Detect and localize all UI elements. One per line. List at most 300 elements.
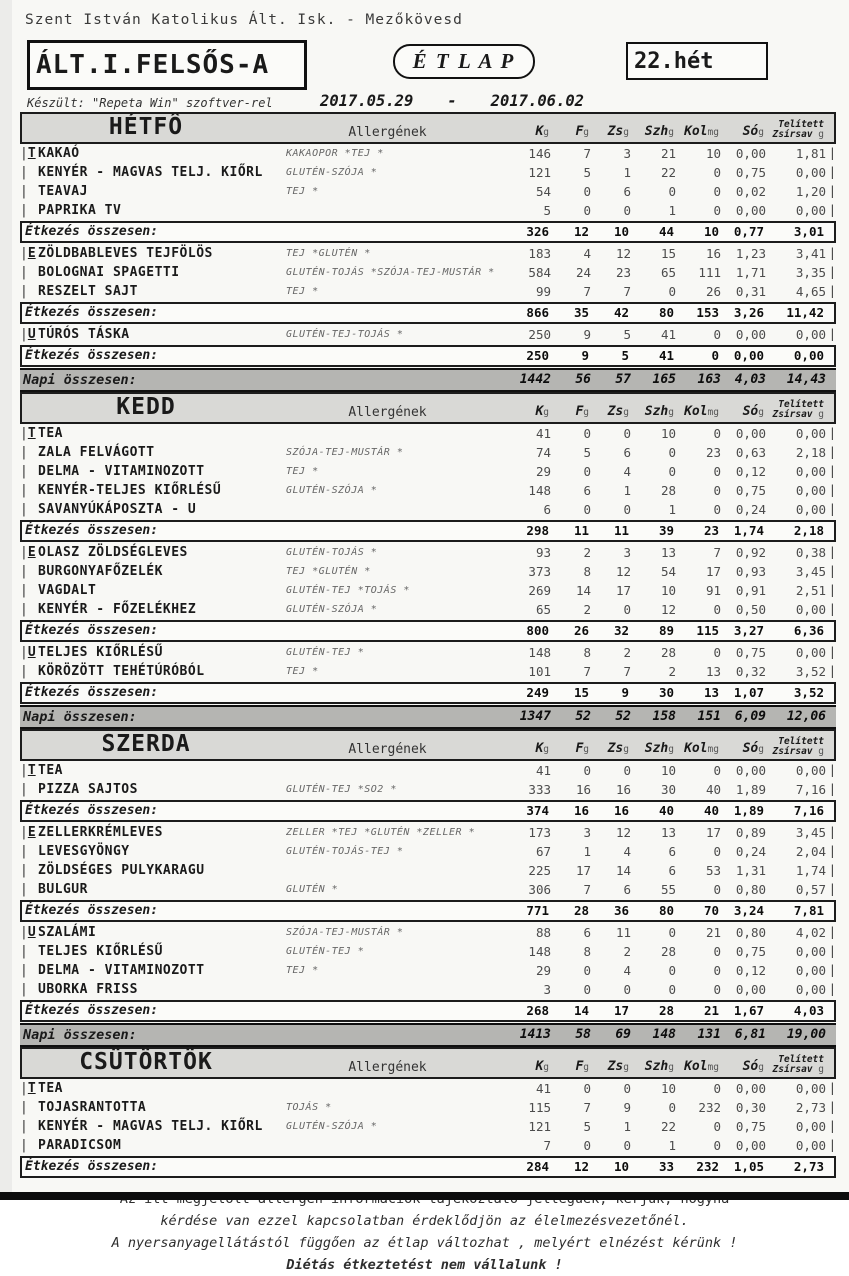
item-value: 10 (660, 583, 676, 598)
item-value: 0,12 (735, 963, 766, 978)
meal-code: T (27, 426, 36, 441)
item-value: 1,20 (795, 184, 826, 199)
item-value: 0,38 (795, 545, 826, 560)
item-value: 26 (705, 284, 721, 299)
meal-code-cell (20, 1136, 38, 1155)
nutrient-label: Kol (684, 124, 708, 139)
item-value: 0 (713, 1081, 721, 1096)
row-left-rule: | (20, 483, 28, 498)
item-value: 0 (713, 882, 721, 897)
menu-item-row (20, 662, 836, 681)
item-value: 0 (713, 1119, 721, 1134)
item-value: 0 (713, 464, 721, 479)
item-value: 121 (528, 165, 551, 180)
date-to: 2017.06.02 (490, 92, 584, 110)
nutrient-unit: g (583, 407, 589, 418)
footer-notes (0, 1188, 849, 1276)
item-value: 10 (705, 146, 721, 161)
meal-total-row (20, 520, 836, 542)
menu-item-row (20, 980, 836, 999)
row-right-rule: | (828, 882, 836, 896)
item-value: 0 (623, 763, 631, 778)
nutrient-unit: g (758, 744, 764, 755)
item-value: 0 (713, 763, 721, 778)
row-right-rule: | (828, 464, 836, 478)
meal-total-value: 15 (573, 685, 589, 700)
meal-total-value: 16 (613, 803, 629, 818)
week-number-box (626, 42, 768, 80)
meal-total-value: 6,36 (793, 623, 824, 638)
item-value: 6 (668, 844, 676, 859)
day-name: HÉTFÔ (108, 114, 184, 140)
meal-total-value: 153 (696, 305, 719, 320)
nutrient-label: K (535, 404, 544, 419)
item-value: 3 (543, 982, 551, 997)
item-value: 30 (660, 782, 676, 797)
item-value: 12 (660, 602, 676, 617)
meal-total-value: 11 (613, 523, 629, 538)
nutrient-column-header (721, 742, 766, 757)
item-value: 29 (535, 464, 551, 479)
nutrient-label: Szh (644, 404, 669, 419)
item-name: VAGDALT (38, 583, 97, 598)
saturated-fat-column-header (766, 737, 826, 757)
item-value: 0,00 (795, 944, 826, 959)
row-right-rule: | (828, 284, 836, 298)
nutrient-column-header (505, 1060, 551, 1075)
item-name: TOJASRANTOTTA (38, 1100, 147, 1115)
meal-total-value: 12 (573, 224, 589, 239)
item-value: 148 (528, 483, 551, 498)
nutrient-label: Só (742, 1059, 759, 1074)
item-value: 0 (623, 1081, 631, 1096)
menu-item-row (20, 1117, 836, 1136)
menu-item-row (20, 600, 836, 619)
item-name: BOLOGNAI SPAGETTI (38, 265, 180, 280)
item-value: 0,00 (795, 602, 826, 617)
item-value: 0,00 (735, 146, 766, 161)
meal-total-value: 7,16 (793, 803, 824, 818)
item-value: 7 (623, 664, 631, 679)
item-value: 0,57 (795, 882, 826, 897)
day-header-bar (20, 112, 836, 144)
item-value: 0 (668, 982, 676, 997)
item-value: 8 (583, 944, 591, 959)
nutrient-unit: g (668, 407, 674, 418)
day-section (20, 729, 836, 1047)
nutrient-column-header (631, 1060, 676, 1075)
footer-line-2: kérdése van ezzel kapcsolatban érdeklődjön az élelmezésvezetőnél. (160, 1213, 689, 1229)
item-value: 1 (623, 1119, 631, 1134)
item-value: 1 (668, 1138, 676, 1153)
item-value: 0,91 (735, 583, 766, 598)
date-separator: - (447, 92, 457, 110)
meal-code-cell (20, 923, 38, 942)
item-value: 4 (583, 246, 591, 261)
nutrient-label: F (575, 741, 584, 756)
item-value: 7 (583, 664, 591, 679)
item-name: ZELLERKRÉMLEVES (38, 825, 163, 840)
item-name: OLASZ ZÖLDSÉGLEVES (38, 545, 188, 560)
day-section (20, 1047, 836, 1178)
item-value: 3 (583, 825, 591, 840)
nutrient-label: Zs (607, 404, 624, 419)
item-allergens (268, 761, 507, 780)
row-right-rule: | (828, 246, 836, 260)
item-value: 0 (713, 165, 721, 180)
nutrient-unit: g (758, 127, 764, 138)
nutrient-label: Kol (684, 741, 708, 756)
item-value: 584 (528, 265, 551, 280)
nutrient-unit: g (583, 744, 589, 755)
daily-total-value: 58 (575, 1027, 591, 1042)
row-left-rule: | (20, 284, 28, 299)
meal-total-value: 374 (526, 803, 549, 818)
meal-total-value: 33 (658, 1159, 674, 1174)
item-value: 7 (713, 545, 721, 560)
item-value: 3 (623, 146, 631, 161)
nutrient-label: F (575, 404, 584, 419)
item-value: 1,71 (735, 265, 766, 280)
row-left-rule: | (20, 825, 28, 840)
allergens-column-header: Allergének (348, 1060, 427, 1075)
meal-code-cell (20, 163, 38, 182)
nutrient-label: F (575, 124, 584, 139)
item-value: 1 (623, 483, 631, 498)
row-left-rule: | (20, 265, 28, 280)
meal-total-value: 40 (703, 803, 719, 818)
meal-code-cell (20, 500, 38, 519)
allergens-column-header: Allergének (348, 405, 427, 420)
saturated-fat-label: Zsírsav g (772, 1064, 824, 1075)
nutrient-column-header (551, 1060, 591, 1075)
item-value: 0 (668, 184, 676, 199)
row-left-rule: | (20, 184, 28, 199)
meal-code: E (27, 825, 36, 840)
item-value: 2 (623, 645, 631, 660)
menu-item-row (20, 1136, 836, 1155)
item-value: 148 (528, 944, 551, 959)
item-value: 0,00 (735, 1138, 766, 1153)
nutrient-column-header (591, 405, 631, 420)
item-name: BULGUR (38, 882, 88, 897)
item-value: 0,89 (735, 825, 766, 840)
item-allergens: GLUTÉN-SZÓJA * (286, 167, 378, 178)
item-allergens: GLUTÉN-TEJ *SO2 * (286, 784, 397, 795)
item-value: 0,00 (735, 327, 766, 342)
item-value: 0,00 (795, 426, 826, 441)
menu-item-row (20, 481, 836, 500)
nutrient-label: Kol (684, 404, 708, 419)
item-value: 0 (713, 502, 721, 517)
item-value: 0,93 (735, 564, 766, 579)
item-allergens: TOJÁS * (286, 1102, 332, 1113)
item-value: 0 (583, 763, 591, 778)
item-value: 13 (660, 825, 676, 840)
item-name: ZALA FELVÁGOTT (38, 445, 155, 460)
meal-total-value: 1,74 (733, 523, 764, 538)
item-value: 7,16 (795, 782, 826, 797)
item-value: 0 (623, 203, 631, 218)
meal-total-value: 35 (573, 305, 589, 320)
item-allergens (268, 424, 507, 443)
item-allergens: GLUTÉN-SZÓJA * (286, 604, 378, 615)
meal-total-value: 249 (526, 685, 549, 700)
meal-total-value: 115 (696, 623, 719, 638)
item-value: 13 (660, 545, 676, 560)
item-value: 0 (583, 184, 591, 199)
item-value: 10 (660, 1081, 676, 1096)
item-value: 4 (623, 464, 631, 479)
row-right-rule: | (828, 763, 836, 777)
item-value: 0,00 (735, 982, 766, 997)
nutrient-unit: g (623, 744, 629, 755)
meal-total-value: 0,00 (793, 348, 824, 363)
item-name: SZALÁMI (38, 925, 97, 940)
daily-total-value: 52 (575, 709, 591, 724)
item-allergens: GLUTÉN-TEJ * (286, 946, 365, 957)
item-value: 2,04 (795, 844, 826, 859)
item-value: 0,80 (735, 925, 766, 940)
item-allergens: GLUTÉN * (286, 884, 339, 895)
nutrient-unit: g (758, 407, 764, 418)
item-value: 3,52 (795, 664, 826, 679)
item-value: 0 (713, 483, 721, 498)
menu-item-row (20, 562, 836, 581)
item-value: 0,31 (735, 284, 766, 299)
nutrient-label: Só (742, 404, 759, 419)
item-value: 0,50 (735, 602, 766, 617)
item-name: LEVESGYÖNGY (38, 844, 130, 859)
meal-code-cell (20, 424, 38, 443)
item-value: 0,75 (735, 645, 766, 660)
day-name: SZERDA (101, 731, 191, 757)
meal-code: T (27, 763, 36, 778)
daily-total-value: 131 (697, 1027, 721, 1042)
meal-total-label: Étkezés összesen: (25, 803, 159, 818)
meal-total-row (20, 900, 836, 922)
item-value: 0,00 (735, 426, 766, 441)
daily-total-label: Napi összesen: (23, 1027, 137, 1043)
item-allergens (268, 980, 507, 999)
item-value: 0,00 (735, 1081, 766, 1096)
item-allergens: SZÓJA-TEJ-MUSTÁR * (286, 927, 404, 938)
item-value: 225 (528, 863, 551, 878)
meal-total-value: 0,00 (733, 348, 764, 363)
item-value: 6 (583, 483, 591, 498)
daily-total-value: 158 (652, 709, 676, 724)
row-left-rule: | (20, 863, 28, 878)
meal-total-value: 2,18 (793, 523, 824, 538)
row-right-rule: | (828, 602, 836, 616)
meal-total-value: 89 (658, 623, 674, 638)
item-value: 333 (528, 782, 551, 797)
item-value: 3,41 (795, 246, 826, 261)
item-value: 7 (543, 1138, 551, 1153)
total-spacer (826, 1002, 834, 1020)
daily-total-value: 151 (697, 709, 721, 724)
meal-total-value: 42 (613, 305, 629, 320)
item-value: 0 (713, 184, 721, 199)
item-value: 23 (705, 445, 721, 460)
meal-code-cell (20, 823, 38, 842)
total-spacer (828, 370, 836, 390)
scan-edge (0, 0, 12, 1200)
total-spacer (826, 902, 834, 920)
meal-total-row (20, 682, 836, 704)
item-value: 21 (660, 146, 676, 161)
meal-total-value: 10 (613, 224, 629, 239)
item-value: 9 (623, 1100, 631, 1115)
nutrient-label: K (535, 1059, 544, 1074)
item-value: 0 (583, 203, 591, 218)
item-value: 22 (660, 1119, 676, 1134)
menu-item-row (20, 543, 836, 562)
meal-code-cell (20, 842, 38, 861)
row-left-rule: | (20, 445, 28, 460)
item-value: 2,51 (795, 583, 826, 598)
row-left-rule: | (20, 1119, 28, 1134)
item-allergens: SZÓJA-TEJ-MUSTÁR * (286, 447, 404, 458)
row-left-rule: | (20, 602, 28, 617)
meal-total-value: 23 (703, 523, 719, 538)
item-value: 0 (713, 203, 721, 218)
menu-item-row (20, 182, 836, 201)
menu-item-row (20, 424, 836, 443)
item-name: KENYÉR - MAGVAS TELJ. KIŐRL (38, 165, 263, 180)
meal-total-value: 268 (526, 1003, 549, 1018)
meal-code-cell (20, 325, 38, 344)
row-right-rule: | (828, 982, 836, 996)
meal-total-value: 3,52 (793, 685, 824, 700)
item-value: 121 (528, 1119, 551, 1134)
daily-total-value: 1347 (519, 709, 551, 724)
item-value: 28 (660, 944, 676, 959)
item-name: KÖRÖZÖTT TEHÉTÚRÓBÓL (38, 664, 205, 679)
daily-total-value: 4,03 (734, 372, 766, 387)
item-value: 0,00 (795, 464, 826, 479)
daily-total-value: 165 (652, 372, 676, 387)
nutrient-column-header (721, 125, 766, 140)
meal-code-cell (20, 201, 38, 220)
item-value: 16 (575, 782, 591, 797)
item-value: 0,00 (795, 1119, 826, 1134)
saturated-fat-label: Zsírsav g (772, 409, 824, 420)
item-value: 10 (660, 426, 676, 441)
item-value: 91 (705, 583, 721, 598)
item-value: 14 (575, 583, 591, 598)
item-value: 4 (623, 963, 631, 978)
item-name: DELMA - VITAMINOZOTT (38, 464, 205, 479)
row-right-rule: | (828, 925, 836, 939)
item-value: 0,00 (735, 763, 766, 778)
meal-code-cell (20, 481, 38, 500)
item-value: 0 (713, 426, 721, 441)
item-value: 4,02 (795, 925, 826, 940)
item-name: KAKAÓ (38, 146, 80, 161)
row-left-rule: | (20, 545, 28, 560)
saturated-fat-column-header (766, 1055, 826, 1075)
item-name: PIZZA SAJTOS (38, 782, 138, 797)
item-value: 21 (705, 925, 721, 940)
item-value: 3,45 (795, 564, 826, 579)
allergens-column-header: Allergének (348, 125, 427, 140)
item-value: 3 (623, 545, 631, 560)
row-right-rule: | (828, 782, 836, 796)
daily-total-value: 69 (615, 1027, 631, 1042)
meal-total-value: 1,07 (733, 685, 764, 700)
item-value: 6 (543, 502, 551, 517)
meal-total-value: 1,05 (733, 1159, 764, 1174)
nutrient-unit: g (583, 1062, 589, 1073)
item-value: 0,75 (735, 165, 766, 180)
item-value: 0 (668, 963, 676, 978)
nutrient-unit: g (668, 744, 674, 755)
item-allergens: TEJ *GLUTÉN * (286, 566, 371, 577)
nutrient-unit: g (543, 1062, 549, 1073)
row-right-rule: | (828, 963, 836, 977)
item-allergens: GLUTÉN-TEJ-TOJÁS * (286, 329, 404, 340)
nutrient-column-header (591, 742, 631, 757)
row-left-rule: | (20, 564, 28, 579)
item-value: 0 (583, 982, 591, 997)
item-allergens (268, 201, 507, 220)
item-value: 0 (623, 602, 631, 617)
item-value: 250 (528, 327, 551, 342)
item-value: 5 (583, 1119, 591, 1134)
meal-total-value: 13 (703, 685, 719, 700)
meal-code-cell (20, 1079, 38, 1098)
day-name: KEDD (116, 394, 176, 420)
item-value: 0,75 (735, 944, 766, 959)
item-value: 3,35 (795, 265, 826, 280)
day-header-bar (20, 1047, 836, 1079)
meal-total-value: 28 (658, 1003, 674, 1018)
footer-line-4: Diétás étkeztetést nem vállalunk ! (286, 1257, 563, 1273)
item-value: 269 (528, 583, 551, 598)
item-value: 0,00 (795, 645, 826, 660)
meal-total-value: 39 (658, 523, 674, 538)
menu-item-row (20, 144, 836, 163)
item-name: TEAVAJ (38, 184, 88, 199)
item-name: ZÖLDBABLEVES TEJFÖLÖS (38, 246, 213, 261)
saturated-fat-label: Zsírsav g (772, 746, 824, 757)
item-value: 13 (705, 664, 721, 679)
item-value: 0,00 (795, 203, 826, 218)
row-right-rule: | (828, 327, 836, 341)
item-name: TELJES KIŐRLÉSŰ (38, 645, 163, 660)
saturated-fat-column-header (766, 400, 826, 420)
item-value: 0 (623, 982, 631, 997)
item-value: 0 (668, 1100, 676, 1115)
menu-item-row (20, 282, 836, 301)
item-value: 12 (615, 246, 631, 261)
item-value: 306 (528, 882, 551, 897)
daily-total-value: 12,06 (786, 709, 826, 724)
menu-item-row (20, 961, 836, 980)
item-value: 2 (623, 944, 631, 959)
item-value: 232 (698, 1100, 721, 1115)
row-right-rule: | (828, 184, 836, 198)
meal-code-cell (20, 581, 38, 600)
meal-total-value: 32 (613, 623, 629, 638)
item-allergens: TEJ * (286, 466, 319, 477)
item-name: PARADICSOM (38, 1138, 122, 1153)
meal-total-value: 3,01 (793, 224, 824, 239)
menu-item-row (20, 780, 836, 799)
item-value: 0,32 (735, 664, 766, 679)
nutrient-column-header (676, 1060, 721, 1075)
